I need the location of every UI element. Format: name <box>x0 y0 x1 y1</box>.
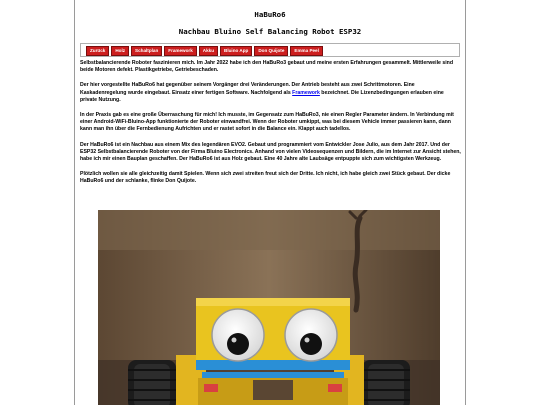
nav-button-zurueck[interactable]: Zurück <box>86 46 109 56</box>
page-subtitle: Nachbau Bluino Self Balancing Robot ESP32 <box>178 27 362 36</box>
framework-link[interactable]: Framework <box>292 89 320 96</box>
nav-button-emma-peel[interactable]: Emma Peel <box>290 46 323 56</box>
nav-button-framework[interactable]: Framework <box>164 46 197 56</box>
page-container <box>74 0 466 405</box>
nav-button-bluino-app[interactable]: Bluino App <box>220 46 252 56</box>
robot-photo <box>98 210 440 405</box>
robot-illustration <box>98 210 440 405</box>
nav-bar <box>80 43 460 57</box>
nav-button-akku[interactable]: Akku <box>199 46 218 56</box>
nav-button-holz[interactable]: Holz <box>111 46 129 56</box>
paragraph-spielen: Plötzlich wollen sie alle gleichzeitig damit Spielen. Wenn sich zwei streiten freut sich der Dritte. Ich nicht, ich habe gleich zwei Stück gebaut. Der dicke HaBuRo6 und der schlanke, flinke Don Quijote. <box>80 171 451 185</box>
paragraph-haburo6 <box>80 82 462 104</box>
article-content <box>80 60 462 194</box>
paragraph-text: Der hier vorgestellte HaBuRo6 hat gegenüber seinem Vorgänger drei Veränderungen. Der Antrieb besteht aus zwei Schrittmotoren. Eine Kaskadenregelung wurde eingebaut. Einsatz einer fertigen Software. Nachfolgend als <box>80 82 415 96</box>
nav-button-don-quijote[interactable]: Don Quijote <box>254 46 288 56</box>
paragraph-nachbau: Der HaBuRo6 ist ein Nachbau aus einem Mix des legendären EVO2. Gebaut und programmiert vom Entwickler Jose Julio, aus dem Jahr 2017. Und der ESP32 Selbstbalancierende Roboter von der Firma Bluino Electronics. Anhand von vielen Videosequenzen und Bildern, die im Internet zur Ansicht stehen, habe ich mir einen Bauplan geschaffen. Der HaBuRo6 ist aus Holz gebaut. Eine 40 Jahre alte Laubsäge entpuppte sich zum wichtigsten Werkzeug. <box>80 141 461 163</box>
nav-button-schaltplan[interactable]: Schaltplan <box>131 46 162 56</box>
paragraph-praxis: In der Praxis gab es eine große Überraschung für mich! Ich musste, im Gegensatz zum HaBuRo3, nie einen Regler Parameter ändern. In Verbindung mit einer Android-WiFi-Bluino-App funktionierte der Roboter einwandfrei. Wenn der Roboter umkippt, was bei diesem Vehicle immer passieren kann, dann kann man ihn über die Fernbedienung Aufrichten und er rastet sofort in die Balance ein. Klappt auch tadellos. <box>80 112 454 133</box>
paragraph-text: bezeichnet. Die Lizenzbedingungen erlauben eine private Nutzung. <box>80 89 444 103</box>
paragraph-intro: Selbstbalancierende Roboter faszinieren mich. Im Jahr 2022 habe ich den HaBuRo3 gebaut und meine ersten Erfahrungen gesammelt. Mittlerweile sind beide Motoren defekt. Plastikgetriebe, Getriebeschaden. <box>80 60 454 74</box>
page-title: HaBuRo6 <box>254 10 286 19</box>
